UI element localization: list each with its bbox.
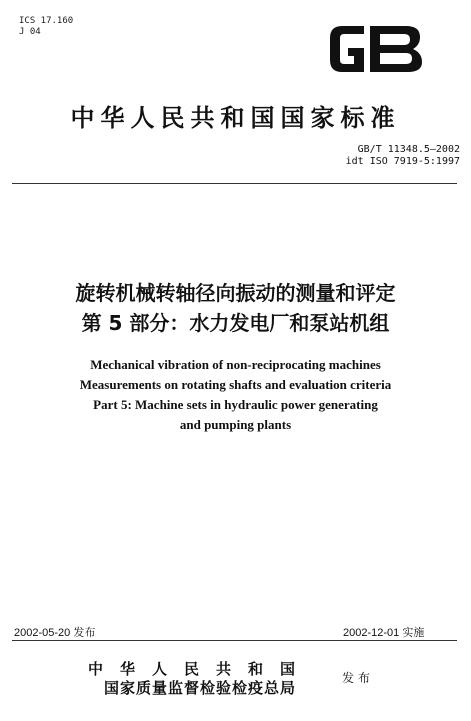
english-title-line-1: Mechanical vibration of non-reciprocating machines <box>90 357 381 372</box>
gb-logo-icon <box>328 22 424 76</box>
implementation-date: 2002-12-01 实施 <box>343 627 425 639</box>
chinese-title-line-1: 旋转机械转轴径向振动的测量和评定 <box>75 281 396 305</box>
chinese-title-line-2: 第 5 部分：水力发电厂和泵站机组 <box>81 311 390 335</box>
issuer-line-2: 国家质量监督检验检疫总局 <box>104 679 297 697</box>
standard-number-block <box>300 144 460 168</box>
english-title-line-3: Part 5: Machine sets in hydraulic power generating <box>93 397 378 412</box>
publish-label: 发布 <box>342 671 375 685</box>
ics-code: ICS 17.160 <box>19 16 74 26</box>
issuer-line-1: 中华人民共和国 <box>88 660 313 678</box>
standard-number: GB/T 11348.5—2002 <box>357 144 460 155</box>
standard-equivalence: idt ISO 7919-5:1997 <box>345 156 460 167</box>
english-title-line-2: Measurements on rotating shafts and evaluation criteria <box>79 377 392 392</box>
issuing-authority <box>88 660 312 698</box>
english-title-line-4: and pumping plants <box>179 417 292 432</box>
ccs-code: J 04 <box>19 27 41 37</box>
classification-codes <box>19 16 73 38</box>
chinese-title <box>0 278 471 338</box>
bottom-divider <box>12 640 457 641</box>
agency-title: 中华人民共和国国家标准 <box>70 104 401 132</box>
top-divider <box>12 183 457 184</box>
english-title <box>0 355 471 435</box>
issue-date: 2002-05-20 发布 <box>14 627 96 639</box>
